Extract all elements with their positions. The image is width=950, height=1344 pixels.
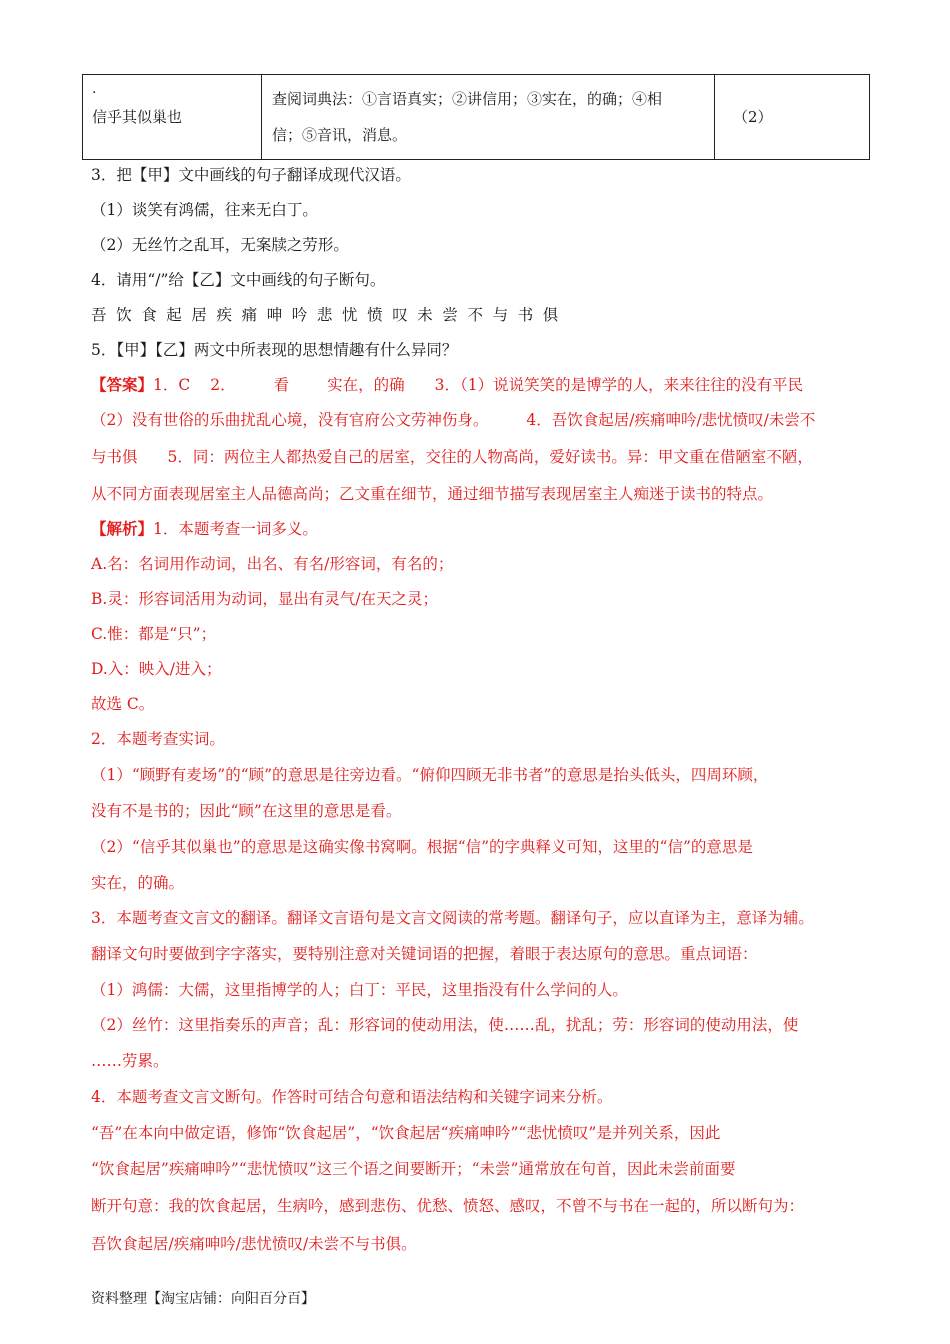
table-cell-answer-slot: （2） [715, 75, 870, 160]
analysis-1-intro: 1．本题考查一词多义。 [153, 520, 318, 538]
dictionary-line-2: 信；⑤音讯，消息。 [272, 126, 408, 144]
word-meaning-table [82, 74, 870, 160]
analysis-4-e: 吾饮食起居/疾痛呻吟/悲忧愤叹/未尝不与书俱。 [91, 1235, 417, 1253]
answer-line-3 [91, 446, 813, 468]
answer-4-end: 与书俱 [91, 448, 138, 466]
table-cell-dictionary [262, 75, 715, 160]
analysis-1-d: D.入：映入/进入； [91, 660, 222, 678]
analysis-3-d: （2）丝竹：这里指奏乐的声音；乱：形容词的使动用法，使……乱，扰乱；劳：形容词的使动用法，使 [91, 1016, 799, 1034]
answer-3: 3．（1）说说笑笑的是博学的人，来来往往的没有平民 [434, 376, 804, 394]
answer-2-num: 2． [210, 376, 236, 394]
answer-2-2: 实在，的确 [327, 376, 405, 394]
question-4-text: 吾饮食起居疾痛呻吟悲忧愤叹未尝不与书俱 [91, 306, 568, 324]
analysis-4-b: “吾”在本向中做定语，修饰“饮食起居”，“饮食起居“疾痛呻吟”“悲忧愤叹”是并列关系，因此 [91, 1124, 721, 1142]
dictionary-line-1: 查阅词典法：①言语真实；②讲信用；③实在，的确；④相 [272, 90, 663, 108]
analysis-1-c: C.惟：都是“只”； [91, 625, 217, 643]
analysis-tag: 【解析】 [91, 519, 154, 538]
answer-tag: 【答案】 [91, 375, 154, 394]
emphasis-dot: · [92, 85, 97, 101]
question-3-stem: 3．把【甲】文中画线的句子翻译成现代汉语。 [91, 166, 411, 184]
analysis-4-d: 断开句意：我的饮食起居，生病吟，感到悲伤、优愁、愤怒、感叹，不曾不与书在一起的，所以断句为： [91, 1197, 805, 1215]
answer-2-1: 看 [273, 376, 290, 394]
analysis-line-1 [91, 518, 318, 540]
analysis-4-a: 4．本题考查文言文断句。作答时可结合句意和语法结构和关键字词来分析。 [91, 1088, 613, 1106]
answer-4-start: 4．吾饮食起居/疾痛呻吟/悲忧愤叹/未尝不 [526, 411, 816, 429]
analysis-2-intro: 2．本题考查实词。 [91, 730, 225, 748]
question-3-item-1: （1）谈笑有鸿儒，往来无白丁。 [91, 201, 318, 219]
answer-1: 1．C [153, 376, 191, 394]
analysis-3-b: 翻译文句时要做到字字落实，要特别注意对关键词语的把握，着眼于表达原句的意思。重点词语： [91, 945, 758, 963]
answer-line-1 [91, 374, 803, 396]
answer-3-2: （2）没有世俗的乐曲扰乱心境，没有官府公文劳神伤身。 [91, 411, 489, 429]
analysis-1-b: B.灵：形容词活用为动词，显出有灵气/在天之灵； [91, 590, 439, 608]
answer-5-end: 从不同方面表现居室主人品德高尚；乙文重在细节，通过细节描写表现居室主人痴迷于读书的特点。 [91, 485, 774, 503]
analysis-2-2b: 实在，的确。 [91, 874, 185, 892]
analysis-4-c: “饮食起居”疾痛呻吟”“悲忧愤叹”这三个语之间要断开；“未尝”通常放在句首，因此未尝前面要 [91, 1160, 736, 1178]
answer-line-2 [91, 409, 815, 431]
analysis-3-e: ……劳累。 [91, 1052, 169, 1070]
table-row [83, 75, 870, 160]
analysis-2-1a: （1）“顾野有麦场”的“顾”的意思是往旁边看。“俯仰四顾无非书者”的意思是抬头低头，四周环顾， [91, 766, 769, 784]
analysis-2-2a: （2）“信乎其似巢也”的意思是这确实像书窝啊。根据“信”的字典释义可知，这里的“信”的意思是 [91, 838, 753, 856]
footer-source: 资料整理【淘宝店铺：向阳百分百】 [91, 1291, 315, 1307]
question-3-item-2: （2）无丝竹之乱耳，无案牍之劳形。 [91, 236, 349, 254]
answer-5-start: 5．同：两位主人都热爱自己的居室，交往的人物高尚，爱好读书。异：甲文重在借陋室不陋， [167, 448, 813, 466]
analysis-3-c: （1）鸿儒：大儒，这里指博学的人；白丁：平民，这里指没有什么学问的人。 [91, 981, 628, 999]
question-5-stem: 5．【甲】【乙】两文中所表现的思想情趣有什么异同？ [91, 341, 458, 359]
analysis-1-a: A.名：名词用作动词，出名、有名/形容词，有名的； [91, 555, 454, 573]
analysis-1-conclusion: 故选 C。 [91, 695, 155, 713]
question-4-stem: 4．请用“/”给【乙】文中画线的句子断句。 [91, 271, 386, 289]
analysis-3-a: 3．本题考查文言文的翻译。翻译文言语句是文言文阅读的常考题。翻译句子，应以直译为主，意译为辅。 [91, 909, 814, 927]
table-cell-item: 信乎其似巢也 [83, 75, 262, 160]
analysis-2-1b: 没有不是书的；因此“顾”在这里的意思是看。 [91, 802, 402, 820]
